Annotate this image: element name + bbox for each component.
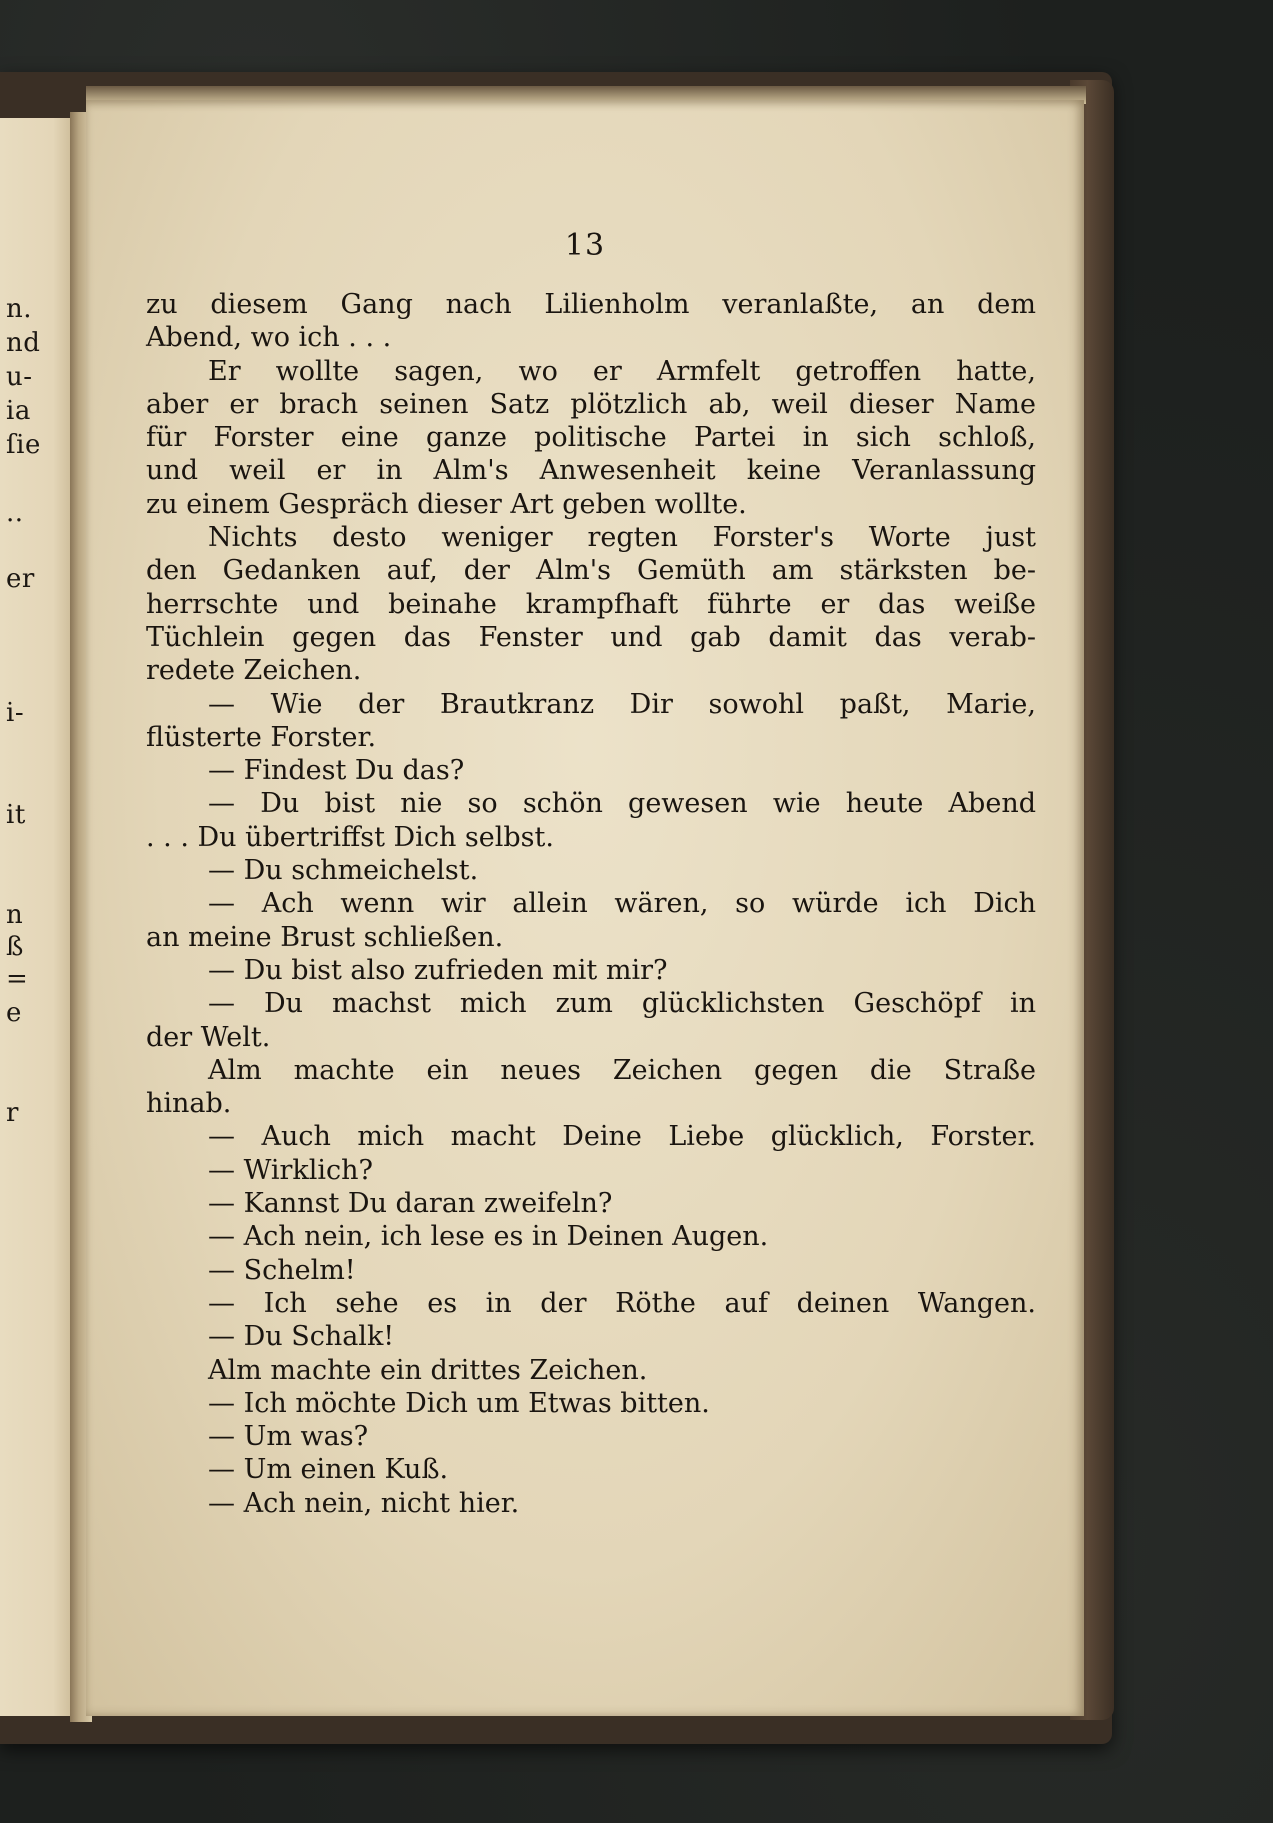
left-page-fragment: er [6, 564, 35, 594]
text-line: — Ach nein, nicht hier. [208, 1487, 520, 1519]
text-line: Tüchlein gegen das Fenster und gab damit das verab- [146, 621, 1036, 653]
text-line: — Wirklich? [208, 1154, 374, 1186]
left-page-fragment: = [6, 964, 29, 994]
text-line: — Ich möchte Dich um Etwas bitten. [208, 1387, 710, 1419]
text-line: Alm machte ein neues Zeichen gegen die Straße [208, 1054, 1036, 1086]
text-line: — Um einen Kuß. [208, 1454, 449, 1486]
text-line: redete Zeichen. [146, 655, 362, 687]
text-line: — Du bist nie so schön gewesen wie heute Abend [208, 788, 1036, 820]
left-page-fragment: n [6, 900, 24, 930]
text-line: Nichts desto weniger regten Forster's Worte just [208, 522, 1036, 554]
text-line: den Gedanken auf, der Alm's Gemüth am stärksten be- [146, 555, 1036, 587]
text-line: zu einem Gespräch dieser Art geben wollte. [146, 488, 747, 520]
text-line: — Du machst mich zum glücklichsten Geschöpf in [208, 988, 1036, 1020]
text-line: Abend, wo ich . . . [146, 322, 392, 354]
left-page-fragment: ſie [6, 430, 41, 460]
text-line: Alm machte ein drittes Zeichen. [208, 1354, 648, 1386]
text-line: — Du schmeichelst. [208, 855, 479, 887]
text-line: für Forster eine ganze politische Partei in sich schloß, [146, 422, 1036, 454]
text-line: flüsterte Forster. [146, 721, 377, 753]
left-page-fragment: r [6, 1098, 19, 1128]
text-line: zu diesem Gang nach Lilienholm veranlaßte, an dem [146, 289, 1036, 320]
text-line: herrschte und beinahe krampfhaft führte er das weiße [146, 588, 1036, 620]
text-line: und weil er in Alm's Anwesenheit keine Veranlassung [146, 455, 1036, 487]
text-line: — Schelm! [208, 1254, 356, 1286]
text-line: Er wollte sagen, wo er Armfelt getroffen hatte, [208, 355, 1036, 387]
text-line: — Auch mich macht Deine Liebe glücklich, Forster. [208, 1121, 1036, 1153]
left-page-fragment: nd [6, 328, 41, 358]
text-line: der Welt. [146, 1021, 271, 1053]
page-body-text [146, 288, 1036, 1520]
text-line: — Ich sehe es in der Röthe auf deinen Wangen. [208, 1287, 1036, 1319]
text-line: an meine Brust schließen. [146, 921, 504, 953]
left-page-fragment: ia [6, 396, 31, 426]
left-page-fragment: it [6, 800, 26, 830]
text-line: hinab. [146, 1088, 232, 1120]
left-page-fragment: ß [6, 932, 24, 962]
left-page-fragment: e [6, 998, 22, 1028]
book-page [86, 100, 1084, 1716]
page-number: 13 [564, 228, 606, 263]
text-line: — Ach wenn wir allein wären, so würde ich Dich [208, 888, 1036, 920]
text-line: — Findest Du das? [208, 755, 465, 787]
left-page-fragment: n. [6, 294, 33, 324]
text-line: — Um was? [208, 1421, 369, 1453]
text-line: — Kannst Du daran zweifeln? [208, 1188, 613, 1220]
left-page-fragment: u- [6, 362, 33, 392]
text-line: . . . Du übertriffst Dich selbst. [146, 821, 554, 853]
left-facing-page [0, 118, 76, 1716]
text-line: — Wie der Brautkranz Dir sowohl paßt, Marie, [208, 688, 1036, 720]
text-line: aber er brach seinen Satz plötzlich ab, weil dieser Name [146, 388, 1036, 420]
left-page-fragment: .. [6, 498, 24, 528]
text-line: — Ach nein, ich lese es in Deinen Augen. [208, 1221, 769, 1253]
left-page-fragment: i- [6, 698, 25, 728]
text-line: — Du bist also zufrieden mit mir? [208, 954, 668, 986]
text-line: — Du Schalk! [208, 1321, 395, 1353]
